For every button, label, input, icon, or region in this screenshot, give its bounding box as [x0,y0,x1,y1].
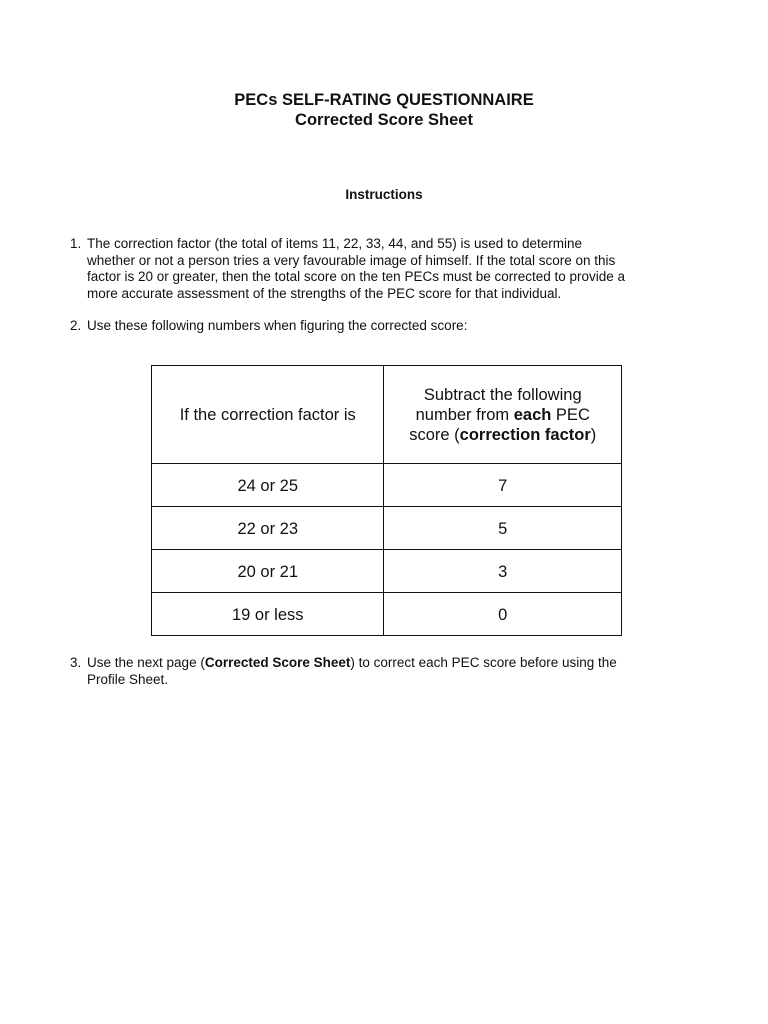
title-line-2: Corrected Score Sheet [295,111,473,129]
table-header-row [152,366,622,464]
item-line: Profile Sheet. [87,671,169,687]
instruction-item-3 [70,655,710,688]
instruction-item-1 [70,236,710,302]
header-text: number from [415,405,514,424]
header-subtract [384,366,622,464]
item-line: more accurate assessment of the strengths of the PEC score for that individual. [87,285,562,301]
item-text: Use these following numbers when figuring the corrected score: [87,318,468,333]
header-line [384,425,621,445]
item-text [87,236,710,302]
header-text: ) [590,425,597,444]
factor-cell: 20 or 21 [152,550,384,593]
header-bold-text: each [513,405,552,424]
item-line: The correction factor (the total of items 11, 22, 33, 44, and 55) is used to determine [87,236,583,251]
factor-cell: 19 or less [152,593,384,636]
subtract-cell: 0 [384,593,622,636]
item-text-segment: Use the next page ( [87,655,205,670]
table-row [152,550,622,593]
item-bold-text: Corrected Score Sheet [204,655,351,670]
header-line: Subtract the following [423,385,582,404]
subtract-cell: 3 [384,550,622,593]
item-line: factor is 20 or greater, then the total score on the ten PECs must be corrected to provide a [87,269,626,284]
table-row [152,593,622,636]
header-correction-factor: If the correction factor is [152,366,384,464]
item-text-segment: ) to correct each PEC score before using the [350,655,617,670]
item-line: whether or not a person tries a very favourable image of himself. If the total score on this [87,252,616,268]
subtract-cell: 5 [384,507,622,550]
table-row [152,507,622,550]
item-number: 2. [70,318,82,333]
header-line [384,405,621,425]
correction-factor-table [151,365,622,636]
header-bold-text: correction factor [459,425,591,444]
title-line-1: PECs SELF-RATING QUESTIONNAIRE [234,91,534,109]
item-text [87,655,710,688]
item-number: 1. [70,236,82,251]
item-number: 3. [70,655,82,670]
factor-cell: 22 or 23 [152,507,384,550]
header-text: score ( [409,425,460,444]
table-row [152,464,622,507]
document-title [0,90,768,130]
subtract-cell: 7 [384,464,622,507]
factor-cell: 24 or 25 [152,464,384,507]
instructions-heading: Instructions [345,187,423,202]
instruction-item-2 [70,318,710,335]
header-text: PEC [551,405,590,424]
item-line [87,655,710,672]
